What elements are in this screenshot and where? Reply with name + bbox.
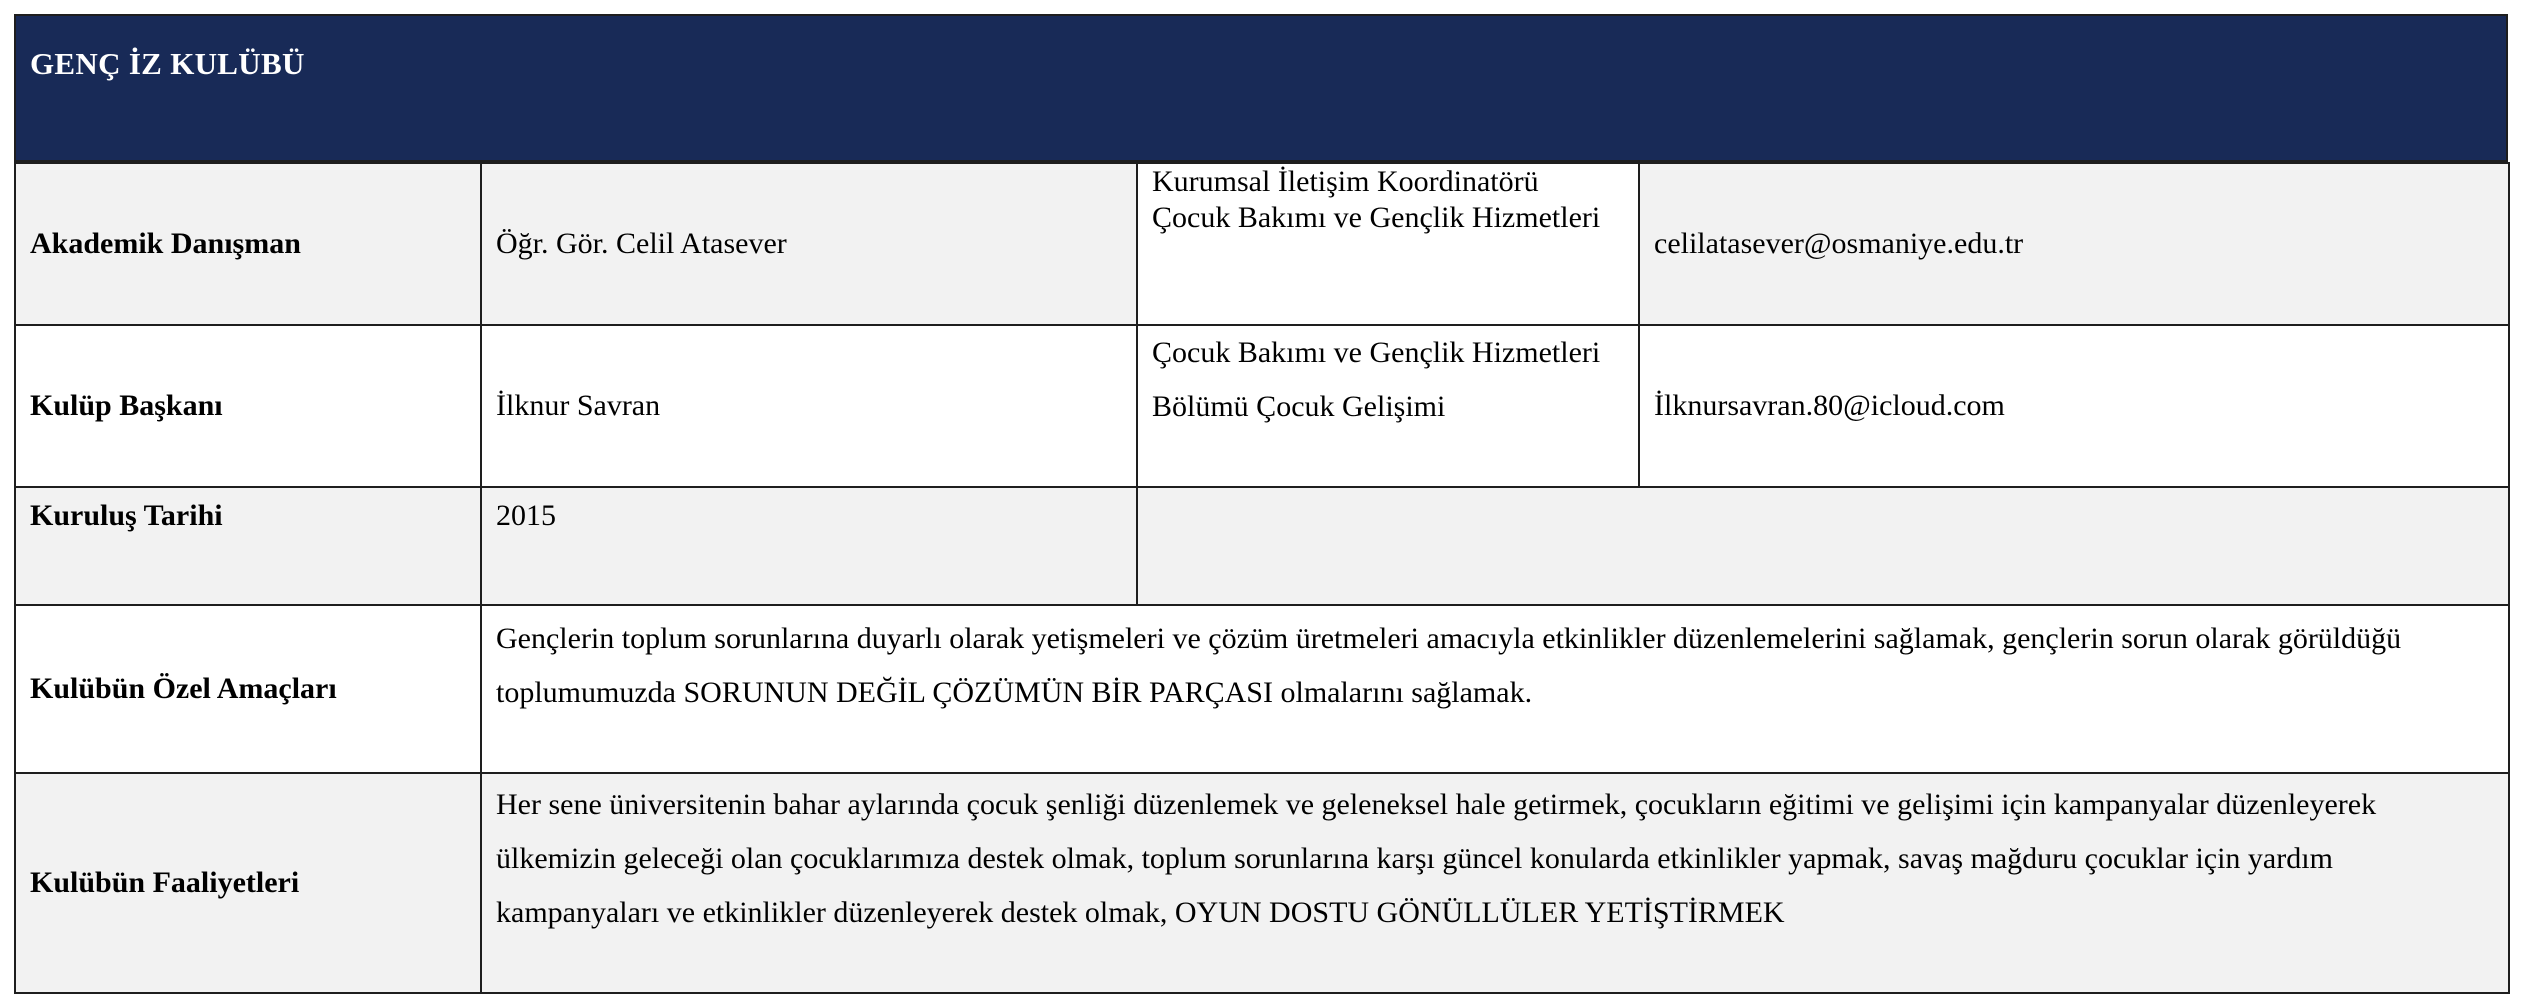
advisor-label: Akademik Danışman xyxy=(15,163,481,325)
founded-value: 2015 xyxy=(481,487,1137,605)
table-row-activities xyxy=(15,773,2509,993)
goals-text: Gençlerin toplum sorunlarına duyarlı olarak yetişmeleri ve çözüm üretmeleri amacıyla etkinlikler düzenlemelerini sağlamak, gençlerin sorun olarak görüldüğü toplumumuzda SORUNUN DEĞİL ÇÖZÜMÜN BİR PARÇASI olmalarını sağlamak. xyxy=(481,605,2509,773)
table-row-goals xyxy=(15,605,2509,773)
goals-label: Kulübün Özel Amaçları xyxy=(15,605,481,773)
advisor-email: celilatasever@osmaniye.edu.tr xyxy=(1639,163,2509,325)
president-name: İlknur Savran xyxy=(481,325,1137,487)
club-info-sheet xyxy=(14,14,2508,974)
advisor-position: Kurumsal İletişim Koordinatörü Çocuk Bakımı ve Gençlik Hizmetleri xyxy=(1137,163,1639,325)
advisor-name: Öğr. Gör. Celil Atasever xyxy=(481,163,1137,325)
table-row-president xyxy=(15,325,2509,487)
table-row-advisor xyxy=(15,163,2509,325)
club-info-table xyxy=(14,162,2510,994)
activities-text: Her sene üniversitenin bahar aylarında çocuk şenliği düzenlemek ve geleneksel hale getirmek, çocukların eğitimi ve gelişimi için kampanyalar düzenleyerek ülkemizin geleceği olan çocuklarımıza destek olmak, toplum sorunlarına karşı güncel konularda etkinlikler yapmak, savaş mağduru çocuklar için yardım kampanyaları ve etkinlikler düzenleyerek destek olmak, OYUN DOSTU GÖNÜLLÜLER YETİŞTİRMEK xyxy=(481,773,2509,993)
president-email: İlknursavran.80@icloud.com xyxy=(1639,325,2509,487)
table-row-founded xyxy=(15,487,2509,605)
president-department: Çocuk Bakımı ve Gençlik Hizmetleri Bölümü Çocuk Gelişimi xyxy=(1137,325,1639,487)
president-label: Kulüp Başkanı xyxy=(15,325,481,487)
founded-empty-cell xyxy=(1137,487,2509,605)
club-title: GENÇ İZ KULÜBÜ xyxy=(30,46,305,81)
activities-label: Kulübün Faaliyetleri xyxy=(15,773,481,993)
founded-label: Kuruluş Tarihi xyxy=(15,487,481,605)
title-bar xyxy=(14,14,2508,162)
